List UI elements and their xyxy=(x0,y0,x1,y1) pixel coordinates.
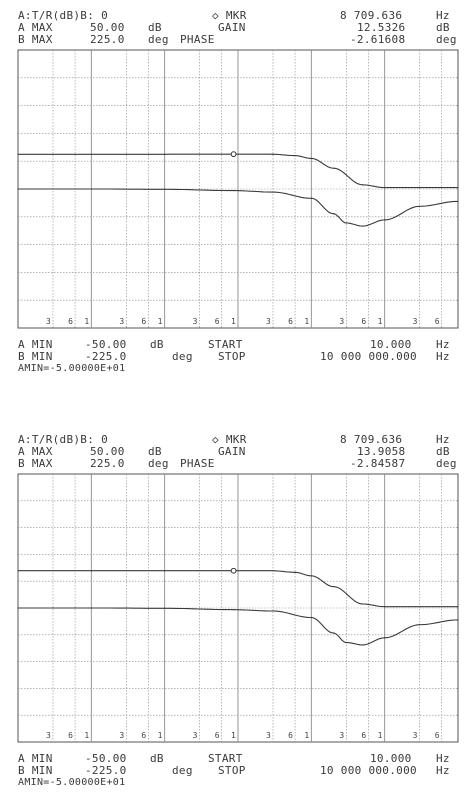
x-tick-label: 1 xyxy=(304,317,310,326)
x-tick-label: 6 xyxy=(361,731,367,740)
marker-freq: 8 709.636 xyxy=(340,9,403,22)
x-tick-label: 1 xyxy=(84,317,90,326)
x-tick-label: 3 xyxy=(339,317,345,326)
gain-point xyxy=(91,570,92,571)
x-tick-label: 6 xyxy=(214,731,220,740)
start-value: 10.000 xyxy=(370,338,412,351)
x-tick-label: 3 xyxy=(192,317,198,326)
b-max-label: B MAX xyxy=(18,457,53,470)
phase-point xyxy=(272,191,273,192)
gain-point xyxy=(457,606,458,607)
gain-point xyxy=(384,606,385,607)
x-tick-label: 6 xyxy=(288,731,293,740)
a-max-unit: dB xyxy=(148,21,162,34)
analyzer-panel-1 xyxy=(0,0,473,390)
x-tick-label: 3 xyxy=(45,317,51,326)
x-tick-label: 3 xyxy=(265,317,271,326)
phase-point xyxy=(164,608,165,609)
amin-readout: AMIN=-5.00000E+01 xyxy=(18,777,126,788)
gain-point xyxy=(457,187,458,188)
phase-point xyxy=(333,632,334,633)
a-max-label: A MAX xyxy=(18,21,53,34)
x-tick-label: 6 xyxy=(141,317,147,326)
a-min-label: A MIN xyxy=(18,338,53,351)
amin-readout: AMIN=-5.00000E+01 xyxy=(18,363,126,374)
x-tick-label: 1 xyxy=(157,317,163,326)
bode-plot-1 xyxy=(0,0,473,390)
x-tick-label: 6 xyxy=(434,731,440,740)
stop-label: STOP xyxy=(218,350,246,363)
b-min-value: -225.0 xyxy=(85,764,127,777)
marker-gain: 13.9058 xyxy=(357,445,406,458)
x-tick-label: 1 xyxy=(377,317,383,326)
x-tick-label: 3 xyxy=(119,317,125,326)
marker-label: ◇ MKR xyxy=(212,433,247,446)
phase-point xyxy=(17,188,18,189)
x-tick-label: 3 xyxy=(339,731,345,740)
stop-label: STOP xyxy=(218,764,246,777)
gain-point xyxy=(91,154,92,155)
gain-label: GAIN xyxy=(218,445,246,458)
a-max-unit: dB xyxy=(148,445,162,458)
analyzer-panel-2 xyxy=(0,410,473,802)
x-tick-label: 1 xyxy=(377,731,383,740)
phase-point xyxy=(346,222,347,223)
gain-point xyxy=(17,570,18,571)
gain-point xyxy=(362,603,363,604)
a-min-unit: dB xyxy=(150,338,164,351)
b-min-label: B MIN xyxy=(18,350,53,363)
phase-point xyxy=(419,624,420,625)
bode-plot-2 xyxy=(0,410,473,802)
x-tick-label: 3 xyxy=(119,731,125,740)
phase-point xyxy=(272,610,273,611)
stop-value: 10 000 000.000 xyxy=(320,764,417,777)
b-min-value: -225.0 xyxy=(85,350,127,363)
trace-title: A:T/R(dB)B: 0 xyxy=(18,9,108,22)
gain-point xyxy=(419,606,420,607)
x-tick-label: 6 xyxy=(288,317,293,326)
start-label: START xyxy=(208,752,243,765)
x-tick-label: 3 xyxy=(412,317,418,326)
a-max-value: 50.00 xyxy=(90,445,125,458)
phase-point xyxy=(457,201,458,202)
b-min-unit: deg xyxy=(172,350,193,363)
a-min-value: -50.00 xyxy=(85,752,127,765)
x-tick-label: 6 xyxy=(68,317,73,326)
marker-gain-unit: dB xyxy=(436,21,450,34)
a-min-unit: dB xyxy=(150,752,164,765)
marker-freq: 8 709.636 xyxy=(340,433,403,446)
marker-gain: 12.5326 xyxy=(357,21,406,34)
x-tick-label: 3 xyxy=(45,731,51,740)
phase-point xyxy=(91,607,92,608)
phase-point xyxy=(384,637,385,638)
a-min-value: -50.00 xyxy=(85,338,127,351)
x-tick-label: 1 xyxy=(84,731,90,740)
x-tick-label: 6 xyxy=(361,317,367,326)
phase-point xyxy=(233,190,234,191)
x-tick-label: 1 xyxy=(304,731,310,740)
marker-gain-unit: dB xyxy=(436,445,450,458)
x-tick-label: 3 xyxy=(192,731,198,740)
trace-title: A:T/R(dB)B: 0 xyxy=(18,433,108,446)
stop-unit: Hz xyxy=(436,764,450,777)
gain-point xyxy=(362,184,363,185)
marker-phase: -2.84587 xyxy=(350,457,406,470)
marker-diamond xyxy=(231,152,236,157)
gain-point xyxy=(272,154,273,155)
start-unit: Hz xyxy=(436,338,450,351)
x-tick-label: 6 xyxy=(214,317,220,326)
gain-point xyxy=(311,575,312,576)
phase-point xyxy=(17,607,18,608)
phase-label: PHASE xyxy=(180,33,215,46)
phase-point xyxy=(346,642,347,643)
x-tick-label: 3 xyxy=(412,731,418,740)
phase-label: PHASE xyxy=(180,457,215,470)
gain-point xyxy=(164,154,165,155)
start-value: 10.000 xyxy=(370,752,412,765)
x-tick-label: 1 xyxy=(157,731,163,740)
marker-phase: -2.61608 xyxy=(350,33,406,46)
phase-point xyxy=(384,219,385,220)
b-min-label: B MIN xyxy=(18,764,53,777)
x-tick-label: 6 xyxy=(68,731,73,740)
phase-point xyxy=(333,213,334,214)
phase-point xyxy=(362,644,363,645)
gain-point xyxy=(311,158,312,159)
gain-label: GAIN xyxy=(218,21,246,34)
b-max-value: 225.0 xyxy=(90,457,125,470)
marker-diamond xyxy=(231,568,236,573)
phase-point xyxy=(311,617,312,618)
start-label: START xyxy=(208,338,243,351)
marker-freq-unit: Hz xyxy=(436,433,450,446)
a-min-label: A MIN xyxy=(18,752,53,765)
marker-phase-unit: deg xyxy=(436,457,457,470)
gain-point xyxy=(294,155,295,156)
phase-point xyxy=(311,198,312,199)
x-tick-label: 3 xyxy=(265,731,271,740)
gain-point xyxy=(294,572,295,573)
b-max-value: 225.0 xyxy=(90,33,125,46)
gain-point xyxy=(333,586,334,587)
marker-freq-unit: Hz xyxy=(436,9,450,22)
b-min-unit: deg xyxy=(172,764,193,777)
stop-value: 10 000 000.000 xyxy=(320,350,417,363)
x-tick-label: 1 xyxy=(231,317,236,326)
marker-label: ◇ MKR xyxy=(212,9,247,22)
phase-point xyxy=(164,189,165,190)
b-max-unit: deg xyxy=(148,457,169,470)
a-max-value: 50.00 xyxy=(90,21,125,34)
x-tick-label: 6 xyxy=(141,731,147,740)
stop-unit: Hz xyxy=(436,350,450,363)
phase-point xyxy=(233,609,234,610)
gain-point xyxy=(164,570,165,571)
gain-point xyxy=(17,154,18,155)
gain-point xyxy=(384,187,385,188)
a-max-label: A MAX xyxy=(18,445,53,458)
gain-point xyxy=(333,168,334,169)
phase-point xyxy=(362,225,363,226)
phase-point xyxy=(91,188,92,189)
gain-point xyxy=(272,570,273,571)
start-unit: Hz xyxy=(436,752,450,765)
phase-point xyxy=(457,619,458,620)
marker-phase-unit: deg xyxy=(436,33,457,46)
x-tick-label: 6 xyxy=(434,317,440,326)
b-max-label: B MAX xyxy=(18,33,53,46)
phase-point xyxy=(419,206,420,207)
b-max-unit: deg xyxy=(148,33,169,46)
gain-point xyxy=(419,187,420,188)
x-tick-label: 1 xyxy=(231,731,236,740)
